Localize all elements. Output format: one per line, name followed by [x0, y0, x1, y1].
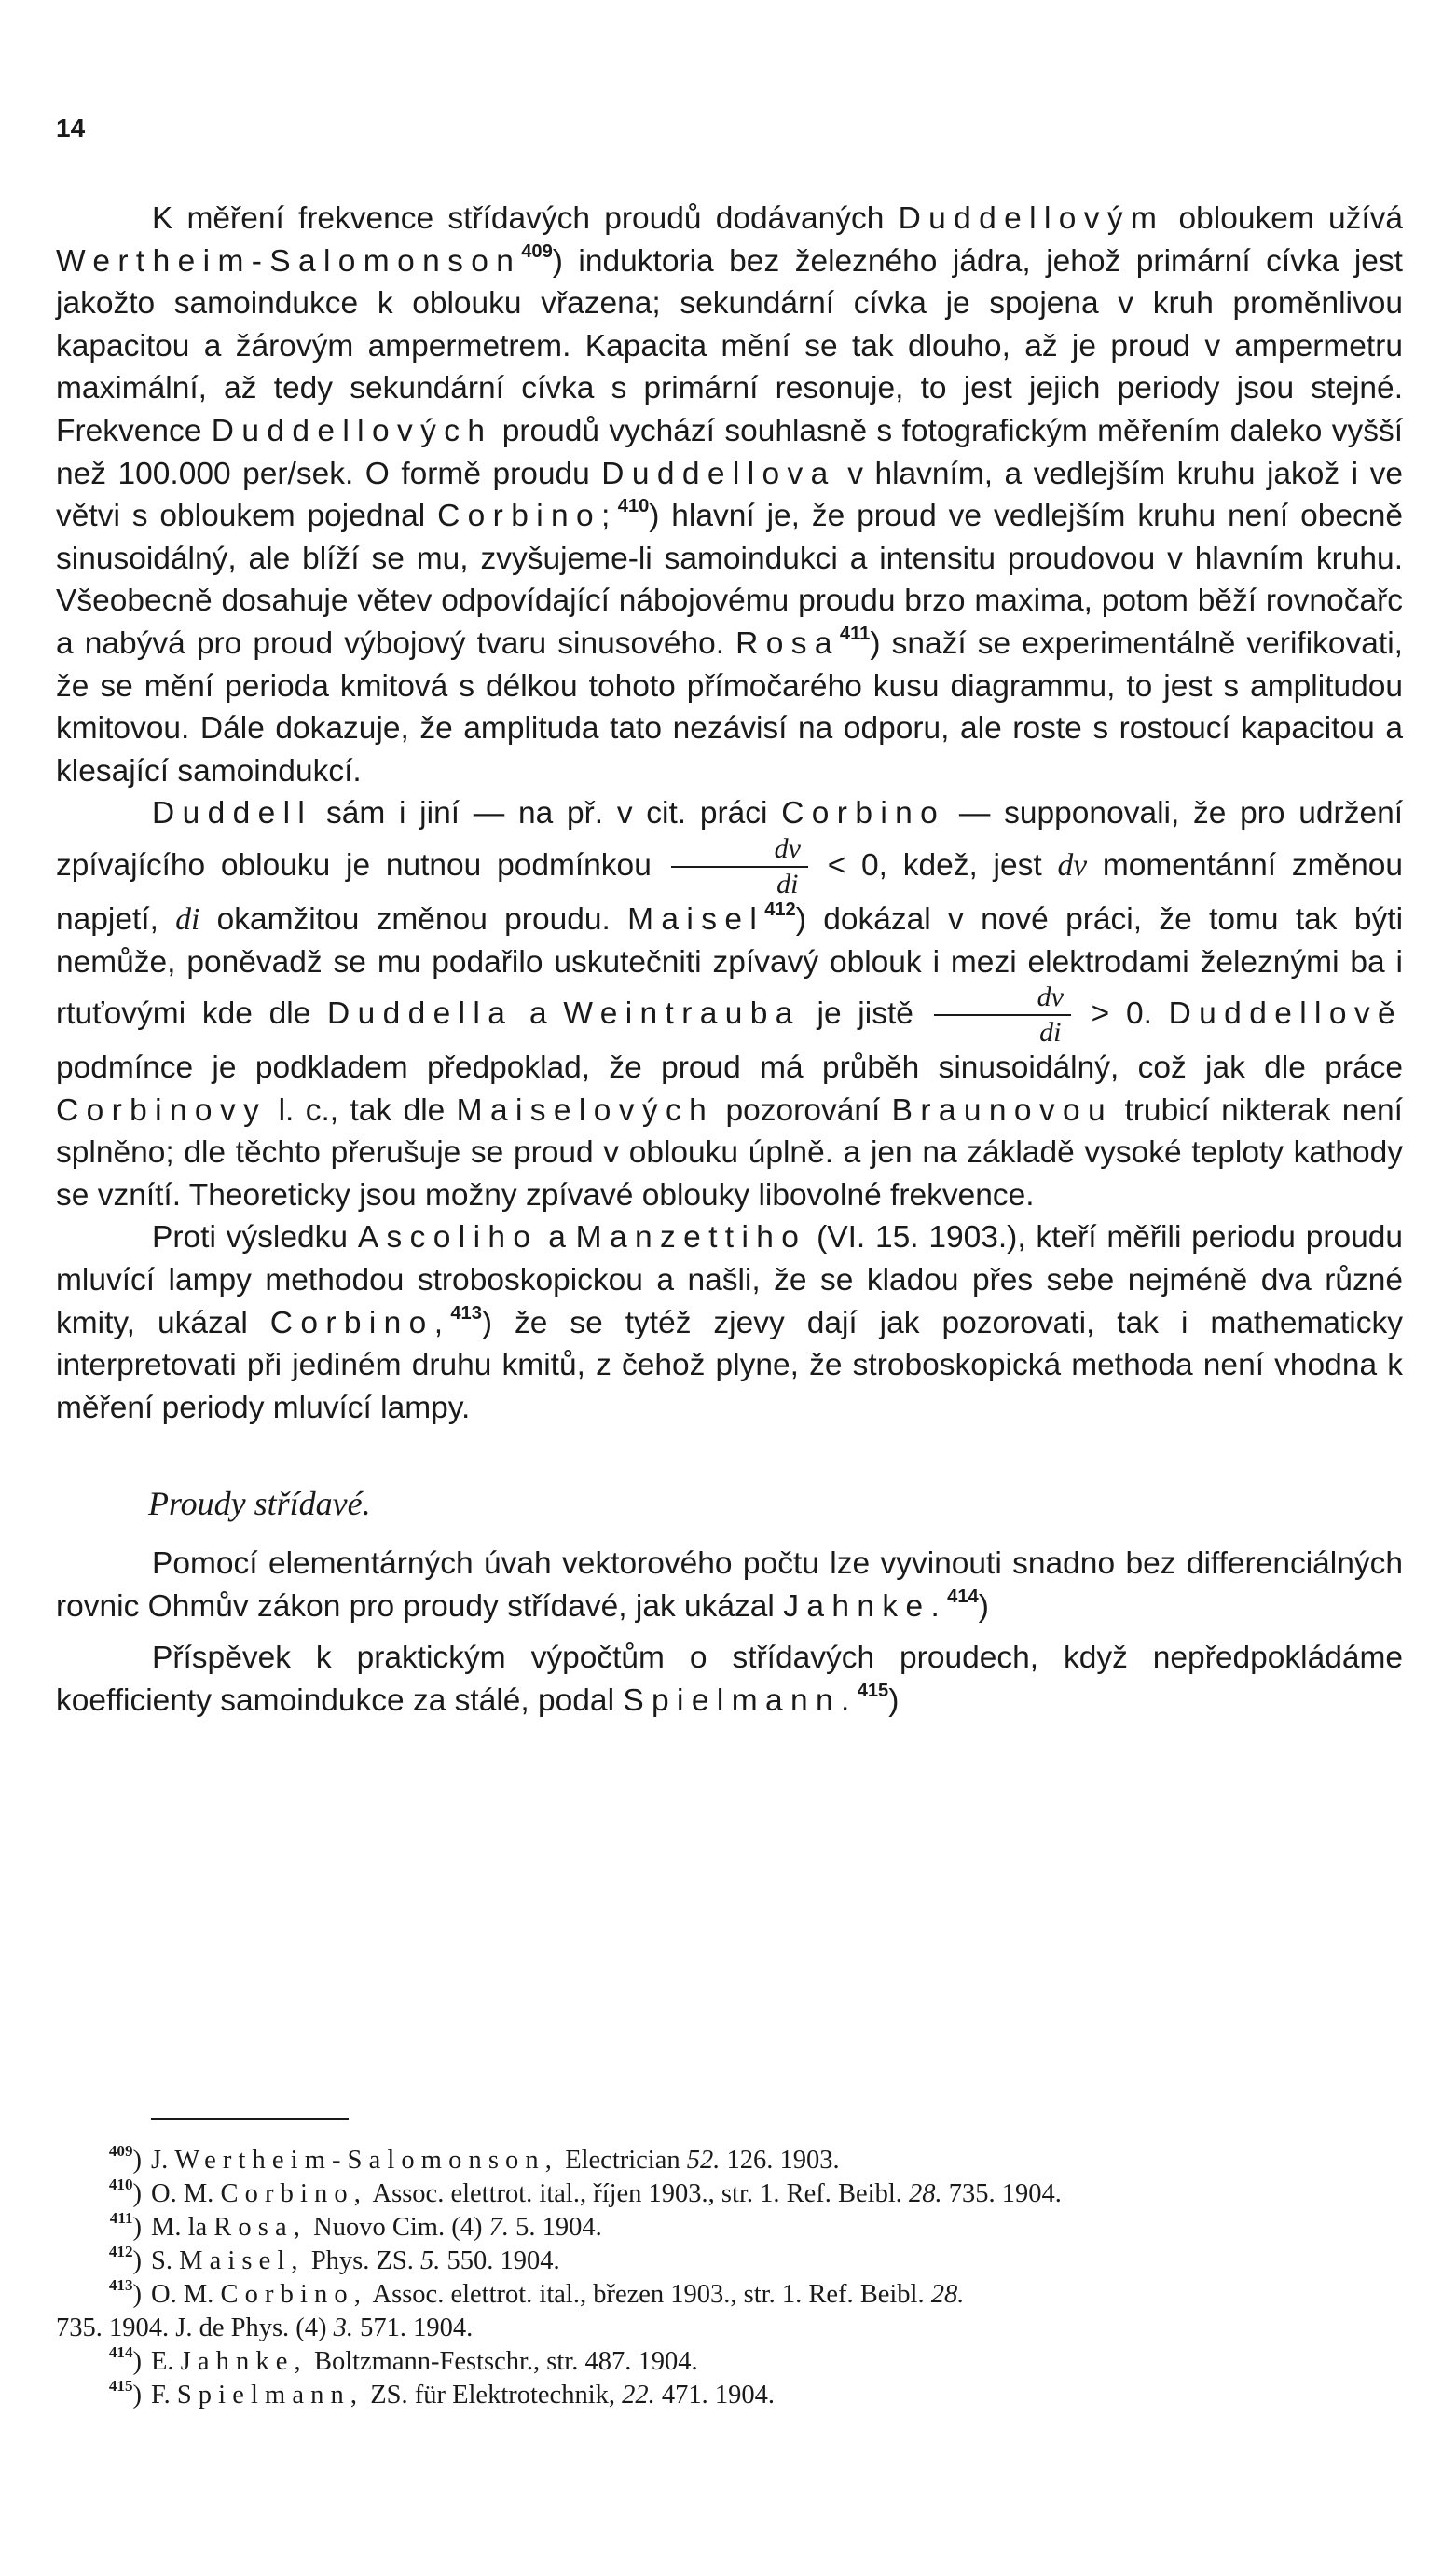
author-name: Corbino,	[220, 2280, 367, 2309]
footnote-411: $^{411}$) M. la Rosa, Nuovo Cim. (4) 7. 5. 1904.	[109, 2209, 602, 2242]
text-run: > 0.	[1091, 996, 1152, 1031]
text-run: 735. 1904.	[948, 2179, 1062, 2208]
volume: 5.	[420, 2246, 441, 2275]
text-run: O. M.	[151, 2280, 214, 2309]
author-name: Jahnke,	[180, 2347, 308, 2376]
text-run: 5. 1904.	[515, 2213, 602, 2242]
page-number: 14	[56, 114, 86, 143]
footnote-414: $^{414}$) E. Jahnke, Boltzmann-Festschr., str. 487. 1904.	[108, 2343, 698, 2376]
footnote-mark: 411	[109, 2209, 133, 2228]
author-name: Maisel	[627, 901, 765, 937]
text-run: momentánní změnou napjetí,	[56, 847, 1403, 937]
author-name: Corbino	[781, 796, 946, 831]
footnote-mark: 415	[108, 2377, 133, 2396]
footnote-mark: 409	[108, 2142, 133, 2161]
footnote-410: $^{410}$) O. M. Corbino, Assoc. elettrot. ital., říjen 1903., str. 1. Ref. Beibl. 28. 735. 1904.	[108, 2176, 1062, 2208]
footnote-413: $^{413}$) O. M. Corbino, Assoc. elettrot. ital., březen 1903., str. 1. Ref. Beibl. 28. 735. 1904. J. de Phys. (4) 3. 571. 1904.	[56, 2276, 965, 2342]
text-run: ZS. für Elektrotechnik,	[370, 2381, 615, 2410]
author-name: Corbino;	[437, 499, 618, 534]
text-run: ) hlavní je, že proud ve vedlejším kruhu není obecně sinusoidálný, ale blíží se mu, zvyšujeme-li samoindukci a intensitu proudovou v hlavním kruhu. Všeobecně dosahuje větev odpovídající nábojovému proudu brzo maxima, potom běží rovnočařc a nabývá pro proud výbojový tvaru sinusového.	[56, 499, 1403, 661]
text-run: S.	[151, 2246, 172, 2275]
section-title: Proudy střídavé.	[148, 1485, 371, 1523]
footnote-ref: 412	[764, 899, 796, 920]
paragraph-1	[56, 198, 1403, 792]
author-name: Weintrauba	[563, 996, 801, 1031]
paragraph-5	[56, 1637, 1403, 1722]
text-run: Pomocí elementárných úvah vektorového počtu lze vyvinouti snadno bez differenciálných rovnic Ohmův zákon pro proudy střídavé, jak ukázal	[56, 1546, 1403, 1624]
text-run: Nuovo Cim. (4)	[313, 2213, 483, 2242]
footnote-mark: 410	[108, 2176, 133, 2194]
fraction-numerator: dv	[671, 835, 808, 868]
text-run: ) že se tytéž zjevy dají jak pozorovati, tak i mathematicky interpretovati při jediném druhu kmitů, z čehož plyne, že stroboskopická methoda není vhodna k měření periody mluvící lampy.	[56, 1305, 1403, 1425]
author-name: Braunovou	[891, 1092, 1114, 1128]
text-run: O. M.	[151, 2179, 214, 2208]
text-run: Electrician	[565, 2146, 680, 2175]
author-name: Jahnke.	[783, 1588, 948, 1624]
footnote-ref: 414	[947, 1586, 979, 1607]
footnote-ref: 415	[857, 1680, 889, 1701]
paragraph-4	[56, 1543, 1403, 1627]
text-run: Boltzmann-Festschr., str. 487. 1904.	[313, 2347, 698, 2376]
text-run: proudů vychází souhlasně s fotografickým měřením daleko vyšší než 100.000 per/sek. O formě proudu	[56, 413, 1403, 491]
footnote-mark: 412	[108, 2243, 133, 2261]
text-run: F.	[151, 2381, 171, 2410]
fraction-dv-di	[934, 983, 1071, 1047]
author-name: Maiselových	[456, 1092, 715, 1128]
footnote-ref: 410	[617, 496, 650, 517]
text-run: 571. 1904.	[360, 2314, 474, 2342]
text-run: trubicí nikterak není splněno; dle těchto přerušuje se proud v oblouku úplně. a jen na základě vysoké teploty kathody se vznítí. Theoreticky jsou možny zpívavé oblouky libovolné frekvence.	[56, 1092, 1403, 1213]
author-name: Corbino,	[269, 1305, 451, 1340]
author-name: Corbino,	[220, 2179, 367, 2208]
text-run: ) dokázal v nové práci, že tomu tak býti nemůže, poněvadž se mu podařilo uskutečniti zpívavý oblouk i mezi elektrodami železnými ba i rtuťovými kde dle	[56, 901, 1404, 1031]
fraction-numerator: dv	[934, 983, 1071, 1016]
text-run: )	[978, 1588, 989, 1624]
footnote-ref: 413	[450, 1302, 482, 1324]
fraction-denominator: di	[1039, 1017, 1062, 1049]
text-run: M. la	[151, 2213, 208, 2242]
author-name: Wertheim-Salomonson,	[174, 2146, 559, 2175]
text-run: sám i jiní — na př. v cit. práci	[325, 796, 768, 831]
text-run: v hlavním, a vedlejším kruhu jakož i ve větvi s obloukem pojednal	[56, 456, 1404, 534]
math-variable: di	[175, 901, 200, 937]
footnote-415: $^{415}$) F. Spielmann, ZS. für Elektrotechnik, 22. 471. 1904.	[108, 2377, 775, 2410]
text-run: Proti výsledku	[152, 1220, 349, 1256]
author-name: Duddell	[152, 796, 313, 831]
fraction-denominator: di	[776, 868, 799, 899]
text-run: — supponovali, že pro udržení zpívajícího oblouku je nutnou podmínkou	[56, 796, 1404, 883]
text-run: J.	[151, 2146, 169, 2175]
text-run: a	[529, 996, 547, 1031]
text-run: Phys. ZS.	[310, 2246, 414, 2275]
text-run: K měření frekvence střídavých proudů dodávaných	[152, 201, 885, 236]
text-run: pozorování	[725, 1092, 881, 1128]
footnote-ref: 411	[839, 623, 871, 644]
footnote-ref: 409	[521, 240, 553, 262]
author-name: Spielmann.	[623, 1682, 858, 1718]
fraction-dv-di	[671, 832, 808, 899]
text-run: 735. 1904. J. de Phys. (4)	[56, 2314, 327, 2342]
text-run: podmínce je podkladem předpoklad, že proud má průběh sinusoidálný, což jak dle práce	[56, 1050, 1403, 1086]
volume: 3.	[333, 2314, 354, 2342]
footnote-mark: 413	[108, 2276, 133, 2295]
paragraph-3	[56, 1216, 1403, 1429]
text-run: Příspěvek k praktickým výpočtům o střídavých proudech, když nepředpokládáme koefficienty samoindukce za stálé, podal	[56, 1641, 1403, 1718]
volume: 28.	[930, 2280, 965, 2309]
text-run: je jistě	[817, 996, 913, 1031]
text-run: obloukem užívá	[1178, 201, 1404, 236]
volume: 22.	[622, 2381, 655, 2410]
author-name: Duddellova	[601, 456, 836, 491]
paragraph-2	[56, 792, 1403, 1216]
author-name: Rosa	[735, 625, 840, 661]
author-name: Duddellově	[1168, 996, 1403, 1031]
footnotes	[56, 2144, 1403, 2412]
text-run: < 0, kdež, jest	[827, 847, 1042, 883]
footnote-409: $^{409}$) J. Wertheim-Salomonson, Electrician 52. 126. 1903.	[108, 2142, 840, 2175]
author-name: Duddellovým	[898, 201, 1165, 236]
text-run: okamžitou změnou proudu.	[216, 901, 611, 937]
text-run: ) snaží se experimentálně verifikovati, že se mění perioda kmitová s délkou tohoto přímočarého kusu diagrammu, to jest s amplitudou kmitovou. Dále dokazuje, že amplituda tato nezávisí na odporu, ale roste s rostoucí kapacitou a klesající samoindukcí.	[56, 625, 1403, 789]
text-run: )	[888, 1682, 900, 1718]
footnote-mark: 414	[108, 2343, 133, 2362]
author-name: Duddella	[327, 996, 514, 1031]
author-name: Wertheim-Salomonson	[56, 243, 522, 279]
body-text	[56, 198, 1403, 1722]
volume: 7.	[488, 2213, 509, 2242]
text-run: a	[548, 1220, 566, 1256]
text-run: Assoc. elettrot. ital., říjen 1903., str. 1. Ref. Beibl.	[372, 2179, 902, 2208]
author-name: Maisel,	[179, 2246, 305, 2275]
text-run: 471. 1904.	[661, 2381, 775, 2410]
author-name: Duddellových	[211, 413, 493, 448]
text-run: l. c., tak dle	[278, 1092, 446, 1128]
author-name: Manzettiho	[575, 1220, 807, 1256]
author-name: Rosa,	[213, 2213, 308, 2242]
author-name: Corbinovy	[56, 1092, 268, 1128]
volume: 28.	[909, 2179, 942, 2208]
text-run: E.	[151, 2347, 174, 2376]
footnote-separator	[151, 2118, 349, 2120]
volume: 52.	[686, 2146, 721, 2175]
text-run: 126. 1903.	[726, 2146, 840, 2175]
author-name: Ascoliho	[357, 1220, 539, 1256]
footnote-412: $^{412}$) S. Maisel, Phys. ZS. 5. 550. 1904.	[108, 2243, 560, 2275]
author-name: Spielmann,	[176, 2381, 364, 2410]
math-variable: dv	[1057, 847, 1088, 883]
text-run: Assoc. elettrot. ital., březen 1903., str. 1. Ref. Beibl.	[372, 2280, 925, 2309]
text-run: ) induktoria bez železného jádra, jehož primární cívka jest jakožto samoindukce k oblouku vřazena; sekundární cívka je spojena v kruh proměnlivou kapacitou a žárovým ampermetrem. Kapacita mění se tak dlouho, až je proud v ampermetru maximální, až tedy sekundární cívka s primární resonuje, to jest jejich periody jsou stejné. Frekvence	[56, 243, 1403, 448]
text-run: 550. 1904.	[446, 2246, 560, 2275]
text-run: (VI. 15. 1903.), kteří měřili periodu proudu mluvící lampy methodou stroboskopickou a našli, že se kladou přes sebe nejméně dva různé kmity, ukázal	[56, 1220, 1404, 1340]
